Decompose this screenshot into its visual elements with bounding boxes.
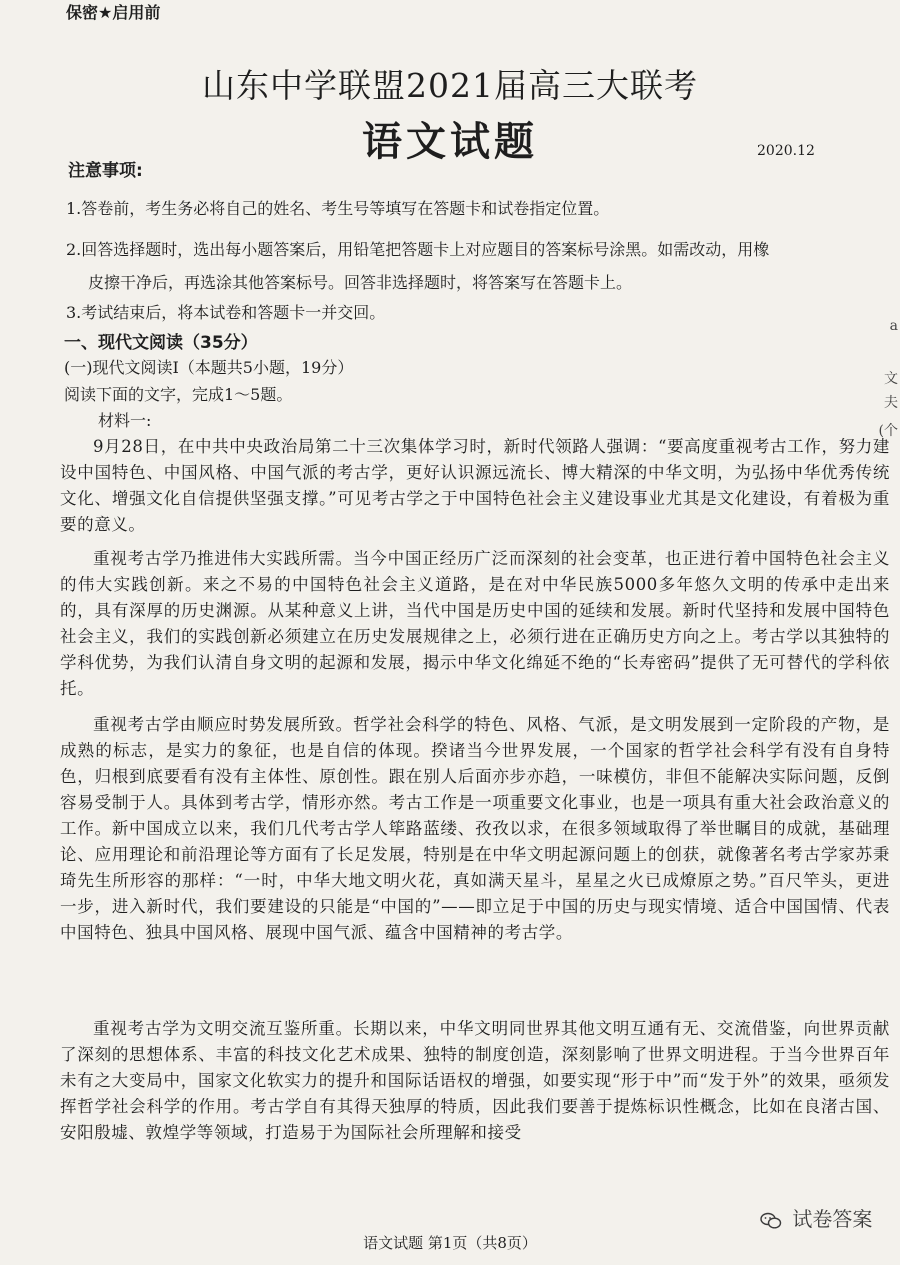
edge-mark-4: (个 xyxy=(878,423,898,439)
edge-mark-3: 夫 xyxy=(884,395,898,411)
edge-mark-2: 文 xyxy=(884,371,898,387)
page-footer: 语文试题 第1页（共8页） xyxy=(363,1234,537,1252)
exam-subject: 语文试题 xyxy=(362,118,538,165)
reading-instruction: 阅读下面的文字，完成1～5题。 xyxy=(64,385,293,404)
section-subheading: (一)现代文阅读Ⅰ（本题共5小题，19分） xyxy=(64,358,354,377)
watermark-text: 试卷答案 xyxy=(792,1207,873,1231)
section-heading: 一、现代文阅读（35分） xyxy=(64,333,258,353)
confidential-label: 保密★启用前 xyxy=(66,3,161,22)
note-item-2: 2.回答选择题时，选出每小题答案后，用铅笔把答题卡上对应题目的答案标号涂黑。如需改动，用橡 xyxy=(66,240,770,259)
note-item-1: 1.答卷前，考生务必将自己的姓名、考生号等填写在答题卡和试卷指定位置。 xyxy=(66,199,610,218)
paragraph-2: 重视考古学乃推进伟大实践所需。当今中国正经历广泛而深刻的社会变革，也正进行着中国特色社会主义的伟大实践创新。来之不易的中国特色社会主义道路，是在对中华民族5000多年悠久文明的传承中走出来的，具有深厚的历史渊源。从某种意义上讲，当代中国是历史中国的延续和发展。新时代坚持和发展中国特色社会主义，我们的实践创新必须建立在历史发展规律之上，必须行进在正确历史方向之上。考古学以其独特的学科优势，为我们认清自身文明的起源和发展，揭示中华文化绵延不绝的“长寿密码”提供了无可替代的学科依托。 xyxy=(60,549,890,698)
note-item-2-cont: 皮擦干净后，再选涂其他答案标号。回答非选择题时，将答案写在答题卡上。 xyxy=(88,273,633,292)
notes-heading: 注意事项: xyxy=(68,161,143,181)
exam-title: 山东中学联盟2021届高三大联考 xyxy=(202,66,698,105)
watermark xyxy=(760,1203,872,1232)
note-item-3: 3.考试结束后，将本试卷和答题卡一并交回。 xyxy=(66,303,386,322)
exam-date: 2020.12 xyxy=(757,143,815,159)
paragraph-3: 重视考古学由顺应时势发展所致。哲学社会科学的特色、风格、气派，是文明发展到一定阶段的产物，是成熟的标志，是实力的象征，也是自信的体现。揆诸当今世界发展，一个国家的哲学社会科学有没有自身特色，归根到底要看有没有主体性、原创性。跟在别人后面亦步亦趋，一味模仿，非但不能解决实际问题，反倒容易受制于人。具体到考古学，情形亦然。考古工作是一项重要文化事业，也是一项具有重大社会政治意义的工作。新中国成立以来，我们几代考古学人筚路蓝缕、孜孜以求，在很多领域取得了举世瞩目的成就，基础理论、应用理论和前沿理论等方面有了长足发展，特别是在中华文明起源问题上的创获，就像著名考古学家苏秉琦先生所形容的那样：“一时，中华大地文明火花，真如满天星斗，星星之火已成燎原之势。”百尺竿头，更进一步，进入新时代，我们要建设的只能是“中国的”——即立足于中国的历史与现实情境、适合中国国情、代表中国特色、独具中国风格、展现中国气派、蕴含中国精神的考古学。 xyxy=(60,715,890,942)
paragraph-1: 9月28日，在中共中央政治局第二十三次集体学习时，新时代领路人强调：“要高度重视考古工作，努力建设中国特色、中国风格、中国气派的考古学，更好认识源远流长、博大精深的中华文明，为弘扬中华优秀传统文化、增强文化自信提供坚强支撑。”可见考古学之于中国特色社会主义建设事业尤其是文化建设，有着极为重要的意义。 xyxy=(60,437,890,534)
edge-mark-1: a xyxy=(889,318,898,334)
paragraph-4: 重视考古学为文明交流互鉴所重。长期以来，中华文明同世界其他文明互通有无、交流借鉴，向世界贡献了深刻的思想体系、丰富的科技文化艺术成果、独特的制度创造，深刻影响了世界文明进程。于当今世界百年未有之大变局中，国家文化软实力的提升和国际话语权的增强，如要实现“形于中”而“发于外”的效果，亟须发挥哲学社会科学的作用。考古学自有其得天独厚的特质，因此我们要善于提炼标识性概念，比如在良渚古国、安阳殷墟、敦煌学等领域，打造易于为国际社会所理解和接受 xyxy=(60,1019,890,1142)
wechat-icon xyxy=(760,1212,782,1230)
material-label: 材料一: xyxy=(98,411,152,430)
